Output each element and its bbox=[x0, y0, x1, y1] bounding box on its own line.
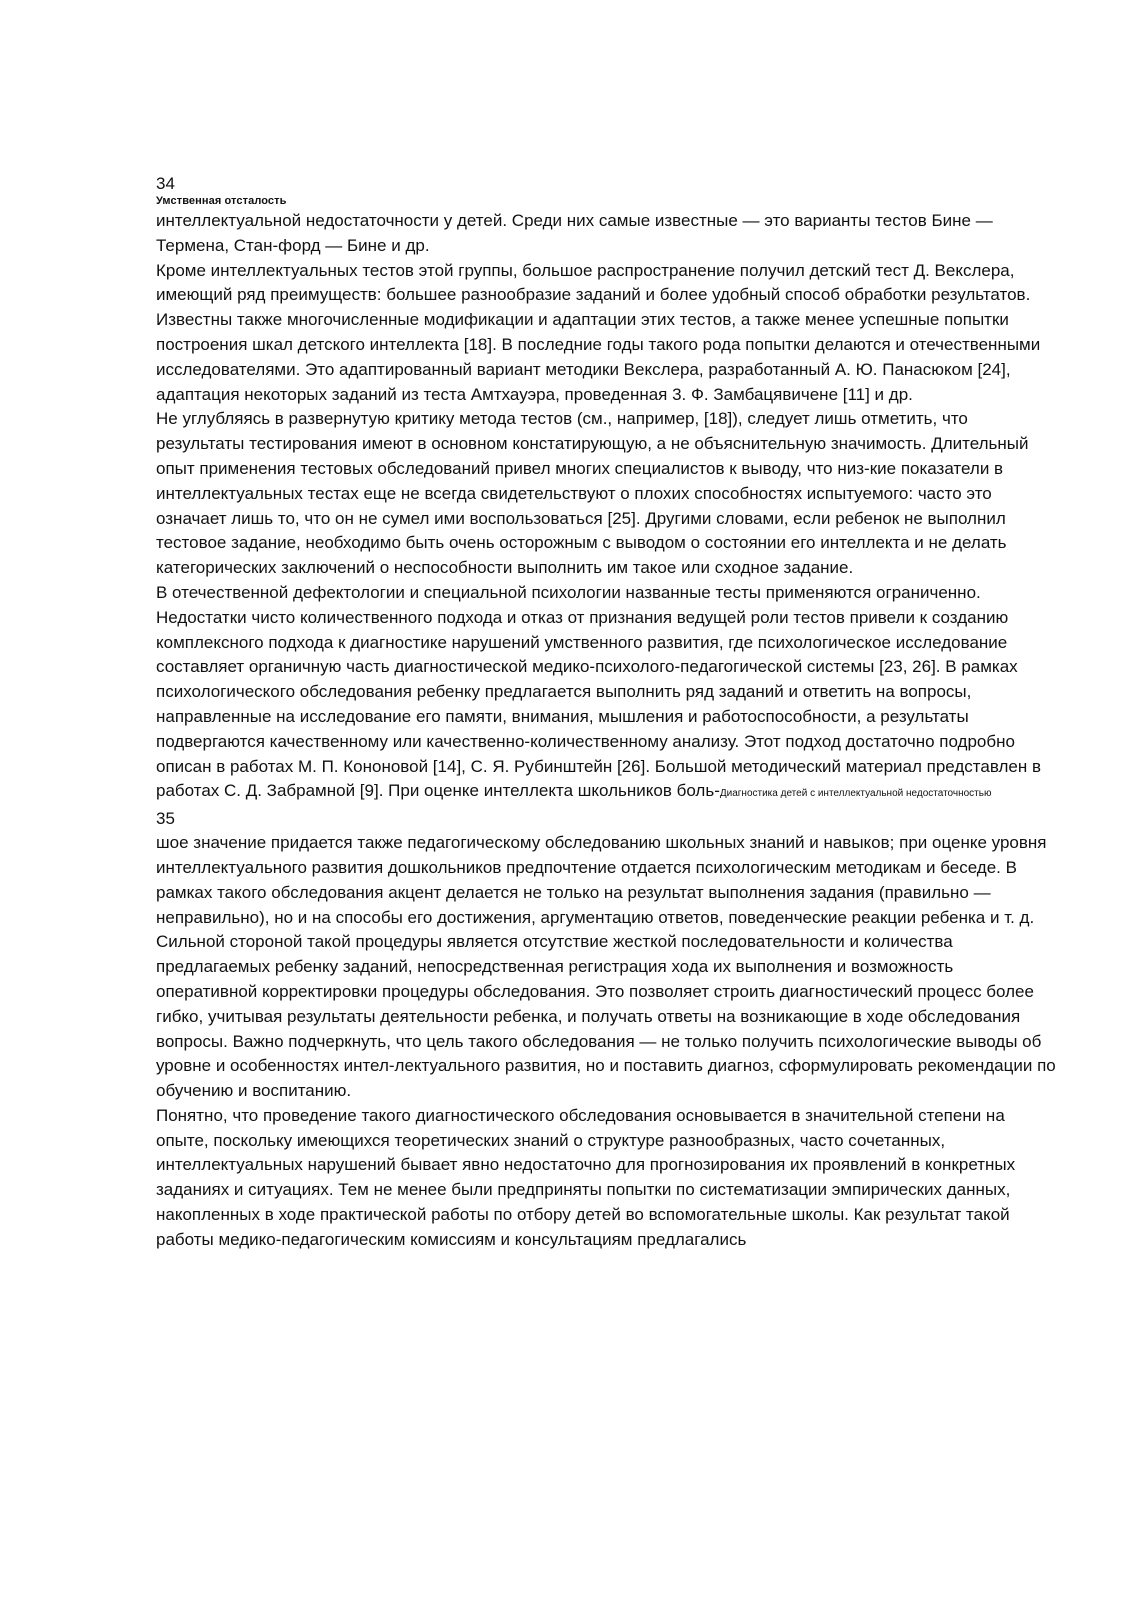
document-page bbox=[156, 174, 1056, 1253]
paragraph-5 bbox=[156, 581, 1056, 807]
paragraph-3: Известны также многочисленные модификации и адаптации этих тестов, а также менее успешные попытки построения шкал детского интеллекта [18]. В последние годы такого рода попытки делаются и отечественными исследователями. Это адаптированный вариант методики Векслера, разработанный А. Ю. Панасюком [24], адаптация некоторых заданий из теста Амтхауэра, проведенная 3. Ф. Замбацявичене [11] и др. bbox=[156, 310, 1041, 404]
paragraph-6: шое значение придается также педагогическому обследованию школьных знаний и навыков; при оценке уровня интеллектуального развития дошкольников предпочтение отдается психологическим методикам и беседе. В рамках такого обследования акцент делается не только на результат выполнения задания (правильно — неправильно), но и на способы его достижения, аргументацию ответов, поведенческие реакции ребенка и т. д. Сильной стороной такой процедуры является отсутствие жесткой последовательности и количества предлагаемых ребенку заданий, непосредственная регистрация хода их выполнения и возможность оперативной корректировки процедуры обследования. Это позволяет строить диагностический процесс более гибко, учитывая результаты деятельности ребенка, и получать ответы на возникающие в ходе обследования вопросы. Важно подчеркнуть, что цель такого обследования — не только получить психологические выводы об уровне и особенностях интел-лектуального развития, но и поставить диагноз, сформулировать рекомендации по обучению и воспитанию. bbox=[156, 833, 1056, 1101]
paragraph-1: интеллектуальной недостаточности у детей. Среди них самые известные — это варианты тестов Бине — Термена, Стан-форд — Бине и др. bbox=[156, 211, 993, 255]
paragraph-5-text: В отечественной дефектологии и специальной психологии названные тесты применяются ограниченно. Недостатки чисто количественного подхода и отказ от признания ведущей роли тестов привели к созданию комплексного подхода к диагностике нарушений умственного развития, где психологическое исследование составляет органичную часть диагностической медико-психолого-педагогической системы [23, 26]. В рамках психологического обследования ребенку предлагается выполнить ряд заданий и ответить на вопросы, направленные на исследование его памяти, внимания, мышления и работоспособности, а результаты подвергаются качественному или качественно-количественному анализу. Этот подход достаточно подробно описан в работах М. П. Кононовой [14], С. Я. Рубинштейн [26]. Большой методический материал представлен в работах С. Д. Забрамной [9]. При оценке интеллекта школьников боль- bbox=[156, 582, 1041, 801]
running-title: Умственная отсталость bbox=[156, 195, 287, 207]
paragraph-7: Понятно, что проведение такого диагностического обследования основывается в значительной степени на опыте, поскольку имеющихся теоретических знаний о структуре разнообразных, часто сочетанных, интеллектуальных нарушений бывает явно недостаточно для прогнозирования их проявлений в конкретных заданиях и ситуациях. Тем не менее были предприняты попытки по систематизации эмпирических данных, накопленных в ходе практической работы по отбору детей во вспомогательные школы. Как результат такой работы медико-педагогическим комиссиям и консультациям предлагались bbox=[156, 1105, 1016, 1249]
paragraph-2: Кроме интеллектуальных тестов этой группы, большое распространение получил детский тест Д. Векслера, имеющий ряд преимуществ: большее разнообразие заданий и более удобный способ обработки результатов. bbox=[156, 260, 1031, 305]
page-number: 34 bbox=[156, 174, 175, 193]
next-page-number: 35 bbox=[156, 809, 175, 829]
footer-running-title: Диагностика детей с интеллектуальной недостаточностью bbox=[719, 788, 992, 800]
paragraph-4: Не углубляясь в развернутую критику метода тестов (см., например, [18]), следует лишь отметить, что результаты тестирования имеют в основном констатирующую, а не объяснительную значимость. Длительный опыт применения тестовых обследований привел многих специалистов к выводу, что низ-кие показатели в интеллектуальных тестах еще не всегда свидетельствуют о плохих способностях испытуемого: часто это означает лишь то, что он не сумел ими воспользоваться [25]. Другими словами, если ребенок не выполнил тестовое задание, необходимо быть очень осторожным с выводом о состоянии его интеллекта и не делать категорических заключений о неспособности выполнить им такое или сходное задание. bbox=[156, 409, 1029, 578]
